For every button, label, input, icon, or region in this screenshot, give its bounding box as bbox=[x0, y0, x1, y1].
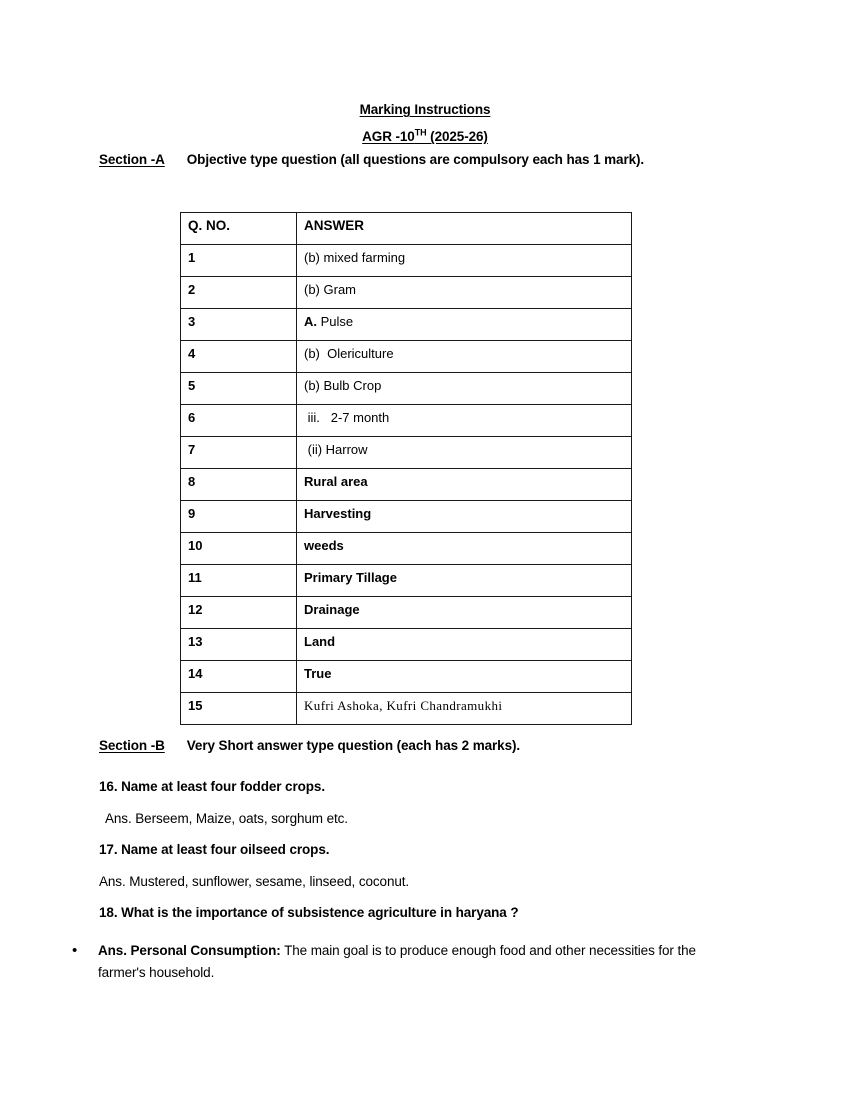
table-row bbox=[181, 405, 632, 437]
subtitle-suffix: (2025-26) bbox=[426, 129, 488, 144]
section-b-description: Very Short answer type question (each has 2 marks). bbox=[186, 738, 521, 753]
table-row bbox=[181, 341, 632, 373]
table-cell-qno: 9 bbox=[181, 501, 297, 533]
table-cell-answer: (b) Gram bbox=[297, 277, 632, 309]
table-row bbox=[181, 565, 632, 597]
section-a-tag: Section -A bbox=[99, 152, 165, 167]
document-title bbox=[0, 102, 850, 117]
answer-key-table bbox=[180, 212, 632, 725]
table-row bbox=[181, 693, 632, 725]
subtitle-prefix: AGR -10 bbox=[362, 129, 415, 144]
table-row bbox=[181, 629, 632, 661]
table-cell-qno: 15 bbox=[181, 693, 297, 725]
table-cell-qno: 6 bbox=[181, 405, 297, 437]
table-cell-qno: 11 bbox=[181, 565, 297, 597]
table-cell-answer: Kufri Ashoka, Kufri Chandramukhi bbox=[297, 693, 632, 725]
table-cell-qno: 4 bbox=[181, 341, 297, 373]
table-cell-answer bbox=[297, 309, 632, 341]
section-a-heading bbox=[99, 152, 644, 167]
table-cell-answer: Land bbox=[297, 629, 632, 661]
document-title-text: Marking Instructions bbox=[359, 102, 491, 117]
table-cell-qno: 1 bbox=[181, 245, 297, 277]
section-b-heading bbox=[99, 738, 520, 753]
document-subtitle bbox=[0, 129, 850, 144]
table-cell-answer: Harvesting bbox=[297, 501, 632, 533]
question-18: 18. What is the importance of subsistence agriculture in haryana ? bbox=[99, 905, 519, 920]
table-row bbox=[181, 533, 632, 565]
section-a-description: Objective type question (all questions are compulsory each has 1 mark). bbox=[186, 152, 645, 167]
answer-18-body: The main goal is to produce enough food and other necessities for the farmer's household. bbox=[98, 943, 696, 980]
table-header-answer: ANSWER bbox=[297, 213, 632, 245]
table-cell-qno: 3 bbox=[181, 309, 297, 341]
table-cell-qno: 13 bbox=[181, 629, 297, 661]
table-cell-answer: iii. 2-7 month bbox=[297, 405, 632, 437]
question-17: 17. Name at least four oilseed crops. bbox=[99, 842, 330, 857]
answer-18-lead: Ans. Personal Consumption: bbox=[98, 943, 281, 958]
answer-17: Ans. Mustered, sunflower, sesame, linseed, coconut. bbox=[99, 874, 410, 889]
table-row bbox=[181, 469, 632, 501]
table-cell-qno: 14 bbox=[181, 661, 297, 693]
table-cell-answer: Rural area bbox=[297, 469, 632, 501]
table-cell-qno: 12 bbox=[181, 597, 297, 629]
question-16: 16. Name at least four fodder crops. bbox=[99, 779, 325, 794]
table-cell-qno: 10 bbox=[181, 533, 297, 565]
table-row bbox=[181, 501, 632, 533]
answer-option-prefix: A. bbox=[304, 314, 317, 329]
table-row bbox=[181, 245, 632, 277]
table-cell-answer: weeds bbox=[297, 533, 632, 565]
table-cell-qno: 7 bbox=[181, 437, 297, 469]
table-cell-answer: (b) Bulb Crop bbox=[297, 373, 632, 405]
table-cell-qno: 5 bbox=[181, 373, 297, 405]
list-item bbox=[68, 940, 728, 984]
table-header-row bbox=[181, 213, 632, 245]
table-body bbox=[181, 245, 632, 725]
section-b-tag: Section -B bbox=[99, 738, 165, 753]
table-cell-qno: 2 bbox=[181, 277, 297, 309]
table-cell-qno: 8 bbox=[181, 469, 297, 501]
table-row bbox=[181, 309, 632, 341]
table-cell-answer: Drainage bbox=[297, 597, 632, 629]
subtitle-superscript: TH bbox=[414, 127, 427, 138]
bullet-icon: • bbox=[72, 942, 78, 959]
answer-18-text bbox=[98, 940, 728, 984]
table-row bbox=[181, 277, 632, 309]
answer-18-bullet-list bbox=[68, 940, 728, 984]
table-cell-answer: True bbox=[297, 661, 632, 693]
answer-option-text: Pulse bbox=[317, 314, 354, 329]
table-row bbox=[181, 373, 632, 405]
table-cell-answer: (b) mixed farming bbox=[297, 245, 632, 277]
table-cell-answer: (b) Olericulture bbox=[297, 341, 632, 373]
document-subtitle-text bbox=[362, 129, 488, 144]
table-cell-answer: (ii) Harrow bbox=[297, 437, 632, 469]
table-header-qno: Q. NO. bbox=[181, 213, 297, 245]
table-cell-answer: Primary Tillage bbox=[297, 565, 632, 597]
table-row bbox=[181, 661, 632, 693]
answer-16: Ans. Berseem, Maize, oats, sorghum etc. bbox=[105, 811, 348, 826]
table-row bbox=[181, 437, 632, 469]
table-row bbox=[181, 597, 632, 629]
